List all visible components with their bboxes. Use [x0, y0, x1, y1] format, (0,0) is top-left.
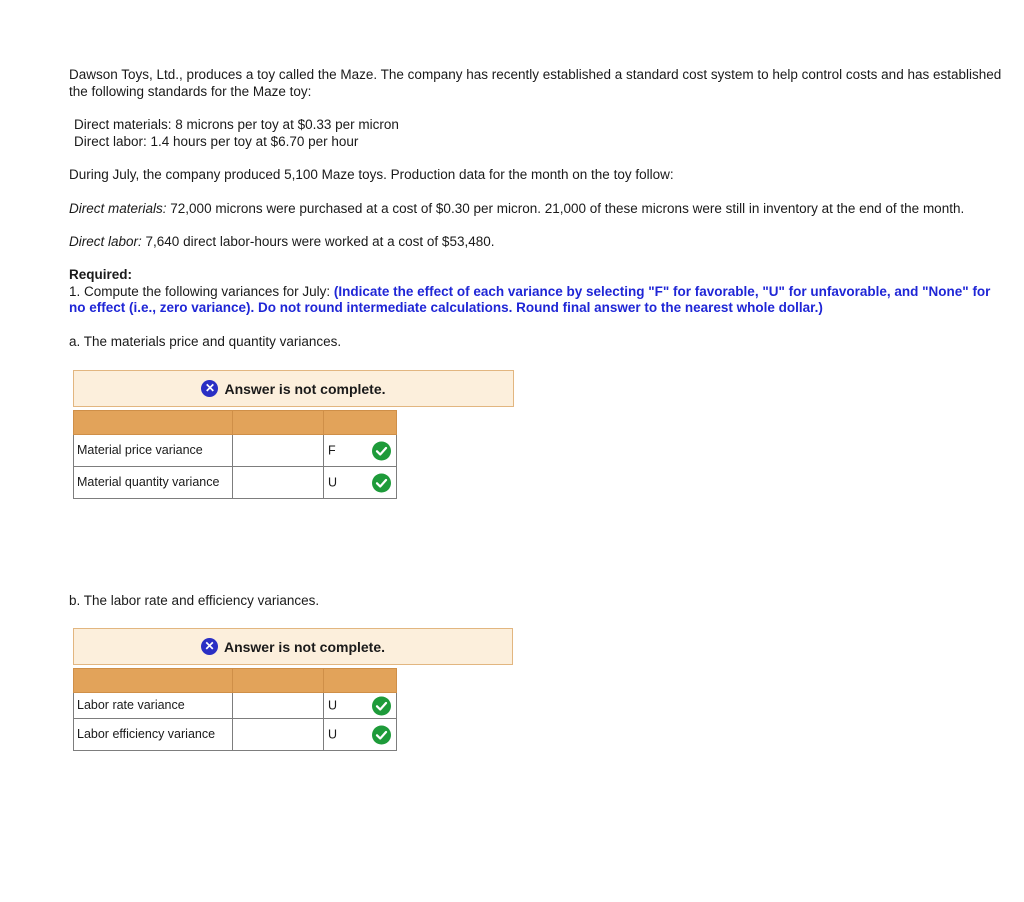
labor-efficiency-effect-select[interactable]	[324, 719, 397, 751]
correct-check-icon	[372, 725, 391, 744]
part-b-table	[73, 668, 397, 751]
part-b-table-header	[74, 669, 397, 693]
part-a-status-banner	[73, 370, 514, 407]
effect-value: U	[328, 698, 338, 712]
material-price-variance-input[interactable]	[233, 435, 324, 467]
table-row	[74, 467, 397, 499]
table-row	[74, 719, 397, 751]
standard-direct-labor: Direct labor: 1.4 hours per toy at $6.70 per hour	[74, 133, 359, 149]
part-b-banner-text: Answer is not complete.	[223, 638, 386, 655]
effect-value: U	[328, 727, 338, 741]
material-quantity-variance-input[interactable]	[233, 467, 324, 499]
correct-check-icon	[372, 696, 391, 715]
required-block	[69, 267, 1004, 317]
standard-direct-materials: Direct materials: 8 microns per toy at $0.33 per micron	[74, 117, 399, 132]
row-label: Material price variance	[74, 435, 233, 467]
dm-text: 72,000 microns were purchased at a cost of $0.30 per micron. 21,000 of these microns were still in inventory at the end of the month.	[166, 201, 965, 216]
effect-value: U	[328, 475, 338, 489]
required-item	[69, 284, 1004, 317]
part-a-label: a. The materials price and quantity variances.	[69, 334, 342, 349]
correct-check-icon	[372, 473, 391, 492]
material-quantity-effect-select[interactable]	[324, 467, 397, 499]
production-direct-labor	[69, 234, 494, 251]
incomplete-x-icon: ✕	[201, 380, 218, 397]
labor-rate-variance-input[interactable]	[233, 693, 324, 719]
problem-intro: Dawson Toys, Ltd., produces a toy called the Maze. The company has recently established a standard cost system to help control costs and has established the following standards for the Maze toy:	[69, 67, 1002, 99]
dl-text: 7,640 direct labor-hours were worked at a cost of $53,480.	[141, 234, 495, 249]
part-a-banner-text: Answer is not complete.	[224, 380, 386, 397]
correct-check-icon	[372, 441, 391, 460]
table-row	[74, 435, 397, 467]
incomplete-x-icon: ✕	[201, 638, 218, 655]
labor-rate-effect-select[interactable]	[324, 693, 397, 719]
required-item-prefix: 1. Compute the following variances for July:	[69, 283, 334, 299]
row-label: Labor rate variance	[74, 693, 233, 719]
part-a-table-header	[74, 411, 397, 435]
standards-block	[74, 117, 399, 150]
table-row	[74, 693, 397, 719]
labor-efficiency-variance-input[interactable]	[233, 719, 324, 751]
dm-label: Direct materials:	[69, 201, 167, 216]
production-direct-materials	[69, 201, 999, 218]
effect-value: F	[328, 443, 336, 457]
part-b-label: b. The labor rate and efficiency variances.	[69, 593, 320, 608]
production-intro: During July, the company produced 5,100 Maze toys. Production data for the month on the toy follow:	[69, 167, 674, 182]
row-label: Material quantity variance	[74, 467, 233, 499]
part-a-table	[73, 410, 397, 499]
dl-label: Direct labor:	[69, 234, 142, 249]
part-b-status-banner	[73, 628, 513, 665]
row-label: Labor efficiency variance	[74, 719, 233, 751]
required-title: Required:	[69, 267, 133, 282]
required-instruction: (Indicate the effect of each variance by selecting "F" for favorable, "U" for unfavorable, and "None" for no effect (i.e., zero variance). Do not round intermediate calculations. Round final answer to the nearest whole dollar.)	[69, 283, 991, 315]
material-price-effect-select[interactable]	[324, 435, 397, 467]
